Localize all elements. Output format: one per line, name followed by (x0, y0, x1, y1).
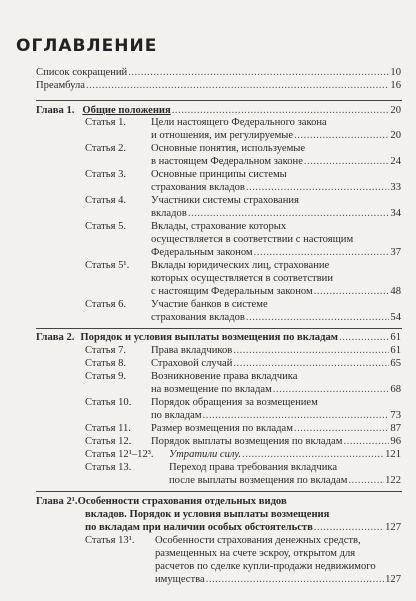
article-number: Статья 4. (85, 195, 127, 206)
leader-dots (242, 449, 384, 461)
toc-entry-article-13-1[interactable] (155, 574, 401, 586)
leader-dots (233, 345, 389, 357)
article-title-line: на возмещение по вкладам (151, 384, 272, 395)
article-number: Статья 13. (85, 462, 132, 473)
article-title-line: имущества (155, 574, 205, 585)
chapter-page: 20 (390, 105, 401, 116)
chapter-number: Глава 2¹. (36, 496, 78, 507)
chapter-1-heading[interactable] (36, 105, 401, 117)
leader-dots (254, 247, 390, 259)
article-page: 24 (390, 156, 401, 167)
leader-dots (233, 358, 389, 370)
article-title-line: Права вкладчиков (151, 345, 233, 356)
toc-entry-article-4[interactable] (151, 208, 401, 220)
leader-dots (294, 423, 389, 435)
article-title-line: после выплаты возмещения по вкладам (169, 475, 348, 486)
toc-entry-article-12[interactable] (85, 436, 401, 448)
article-title-line: которых осуществляется в соответствии (151, 273, 334, 284)
article-title-line: Цели настоящего Федерального закона (151, 117, 327, 128)
article-title-line: с настоящим Федеральным законом (151, 286, 313, 297)
toc-entry-article-5[interactable] (151, 247, 401, 259)
toc-entry-article-9[interactable] (151, 384, 401, 396)
article-title-line: страхования вкладов (151, 312, 245, 323)
chapter-title: Особенности страхования отдельных видов (77, 496, 287, 507)
leader-dots (339, 332, 389, 344)
article-page: 87 (390, 423, 401, 434)
chapter-number: Глава 2. (36, 332, 75, 343)
article-title-line: Порядок выплаты возмещения по вкладам (151, 436, 343, 447)
toc-entry-label: Преамбула (36, 80, 85, 91)
article-title-line: в настоящем Федеральном законе (151, 156, 303, 167)
leader-dots (246, 312, 390, 324)
toc-entry-article-1[interactable] (151, 130, 401, 142)
leader-dots (203, 410, 390, 422)
article-number: Статья 12. (85, 436, 132, 447)
toc-entry-article-6[interactable] (151, 312, 401, 324)
article-title-line: Страховой случай (151, 358, 233, 369)
article-page: 127 (385, 574, 401, 585)
leader-dots (188, 208, 390, 220)
article-number: Статья 8. (85, 358, 127, 369)
toc-entry-article-3[interactable] (151, 182, 401, 194)
section-divider (36, 100, 402, 101)
article-number: Статья 3. (85, 169, 127, 180)
article-title-line: Вклады юридических лиц, страхование (151, 260, 330, 271)
article-title-line: Вклады, страхование которых (151, 221, 287, 232)
toc-entry-article-5-1[interactable] (151, 286, 401, 298)
chapter-title: Общие положения (82, 105, 171, 116)
article-number: Статья 11. (85, 423, 131, 434)
toc-entry-article-10[interactable] (151, 410, 401, 422)
article-title-line: вкладов (151, 208, 187, 219)
chapter-2-1-heading-line[interactable] (36, 496, 287, 508)
article-title-line: Утратили силу. (169, 449, 242, 460)
chapter-2-heading[interactable] (36, 332, 401, 344)
article-page: 96 (390, 436, 401, 447)
article-title-line: Особенности страхования денежных средств, (155, 535, 361, 546)
article-title-line: осуществляется в соответствии с настоящим (151, 234, 354, 245)
article-number: Статья 13¹. (85, 535, 135, 546)
leader-dots (304, 156, 389, 168)
section-divider (36, 491, 402, 492)
article-number: Статья 5. (85, 221, 127, 232)
toc-entry-article-12-1-3[interactable] (85, 449, 401, 461)
article-page: 122 (385, 475, 401, 486)
article-page: 73 (390, 410, 401, 421)
toc-entry-article-8[interactable] (85, 358, 401, 370)
article-title-line: по вкладам (151, 410, 202, 421)
article-number: Статья 7. (85, 345, 127, 356)
article-title-line: Размер возмещения по вкладам (151, 423, 293, 434)
article-title-line: Федеральным законом (151, 247, 253, 258)
article-title-line: и отношения, им регулируемые (151, 130, 294, 141)
leader-dots (172, 105, 390, 117)
article-number: Статья 12¹–12³. (85, 449, 154, 460)
article-title-line: расчетов по сделке купли-продажи недвижимого (155, 561, 376, 572)
section-divider (36, 328, 402, 329)
toc-entry-article-13[interactable] (169, 475, 401, 487)
toc-entry-label: Список сокращений (36, 67, 128, 78)
leader-dots (128, 67, 389, 79)
article-number: Статья 6. (85, 299, 127, 310)
toc-entry-page: 10 (390, 67, 401, 78)
chapter-title: по вкладам при наличии особых обстоятельств (85, 522, 313, 533)
article-title-line: страхования вкладов (151, 182, 245, 193)
leader-dots (86, 80, 389, 92)
chapter-page: 61 (390, 332, 401, 343)
chapter-number: Глава 1. (36, 105, 75, 116)
article-page: 121 (385, 449, 401, 460)
article-title-line: Переход права требования вкладчика (169, 462, 338, 473)
leader-dots (314, 522, 384, 534)
chapter-page: 127 (385, 522, 401, 533)
chapter-2-1-heading[interactable] (85, 522, 401, 534)
leader-dots (206, 574, 384, 586)
article-title-line: Участие банков в системе (151, 299, 268, 310)
toc-entry-article-11[interactable] (85, 423, 401, 435)
article-title-line: Порядок обращения за возмещением (151, 397, 318, 408)
leader-dots (314, 286, 390, 298)
chapter-title: вкладов. Порядок и условия выплаты возмещения (85, 509, 330, 520)
toc-entry-page: 16 (390, 80, 401, 91)
article-page: 48 (390, 286, 401, 297)
article-title-line: Основные понятия, используемые (151, 143, 306, 154)
article-number: Статья 10. (85, 397, 132, 408)
leader-dots (348, 475, 384, 487)
toc-entry-abbreviations[interactable] (36, 67, 401, 79)
article-page: 33 (390, 182, 401, 193)
chapter-title: Порядок и условия выплаты возмещения по вкладам (80, 332, 338, 343)
article-title-line: Основные принципы системы (151, 169, 287, 180)
article-page: 65 (390, 358, 401, 369)
leader-dots (294, 130, 389, 142)
toc-entry-article-7[interactable] (85, 345, 401, 357)
article-page: 34 (390, 208, 401, 219)
leader-dots (273, 384, 390, 396)
article-title-line: Участники системы страхования (151, 195, 299, 206)
article-number: Статья 5¹. (85, 260, 130, 271)
toc-entry-article-2[interactable] (151, 156, 401, 168)
leader-dots (246, 182, 390, 194)
article-page: 37 (390, 247, 401, 258)
article-page: 20 (390, 130, 401, 141)
article-number: Статья 1. (85, 117, 127, 128)
page-title: ОГЛАВЛЕНИЕ (16, 36, 158, 56)
article-number: Статья 2. (85, 143, 127, 154)
article-page: 68 (390, 384, 401, 395)
article-page: 54 (390, 312, 401, 323)
toc-entry-preamble[interactable] (36, 80, 401, 92)
article-title-line: Возникновение права вкладчика (151, 371, 298, 382)
article-number: Статья 9. (85, 371, 127, 382)
article-title-line: размещенных на счете эскроу, открытом для (155, 548, 356, 559)
article-page: 61 (390, 345, 401, 356)
leader-dots (343, 436, 389, 448)
